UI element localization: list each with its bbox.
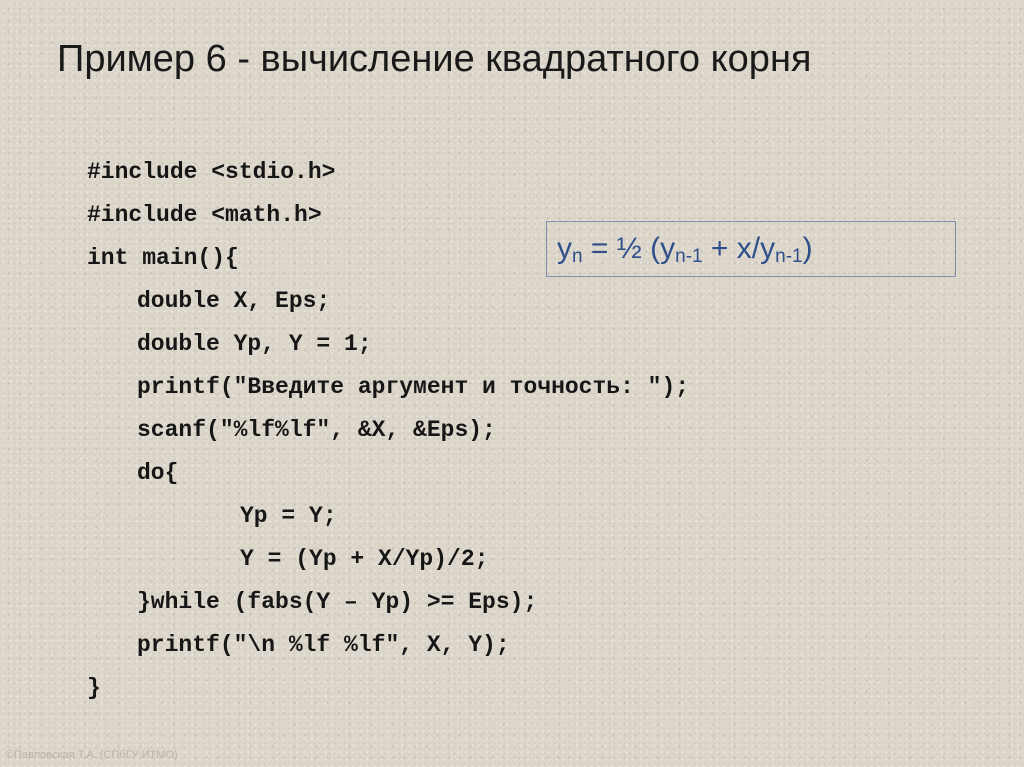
code-line: do{ — [137, 460, 179, 486]
formula-plus-x-over-y: + x/y — [702, 232, 776, 265]
slide-title: Пример 6 - вычисление квадратного корня — [57, 38, 812, 80]
code-line: }while (fabs(Y – Yp) >= Eps); — [137, 589, 538, 615]
code-line: scanf("%lf%lf", &X, &Eps); — [137, 417, 496, 443]
code-line: } — [87, 675, 101, 701]
code-line: double Yp, Y = 1; — [137, 331, 372, 357]
formula-box — [546, 221, 956, 277]
formula-subscript-n-minus-1: n-1 — [775, 246, 803, 267]
code-line: printf("Введите аргумент и точность: "); — [137, 374, 690, 400]
copyright-footer: ©Павловская Т.А. (СПбГУ ИТМО) — [6, 749, 178, 761]
formula-close-paren: ) — [802, 232, 813, 265]
code-line: Yp = Y; — [240, 503, 337, 529]
formula-subscript-n: n — [572, 246, 583, 267]
formula-subscript-n-minus-1: n-1 — [675, 246, 703, 267]
formula-half: = ½ (y — [582, 232, 676, 265]
code-line: double X, Eps; — [137, 288, 331, 314]
code-line: printf("\n %lf %lf", X, Y); — [137, 632, 510, 658]
code-line: int main(){ — [87, 245, 239, 271]
code-line: #include <math.h> — [87, 202, 322, 228]
code-line: Y = (Yp + X/Yp)/2; — [240, 546, 489, 572]
formula-y: y — [557, 232, 572, 265]
code-line: #include <stdio.h> — [87, 159, 336, 185]
